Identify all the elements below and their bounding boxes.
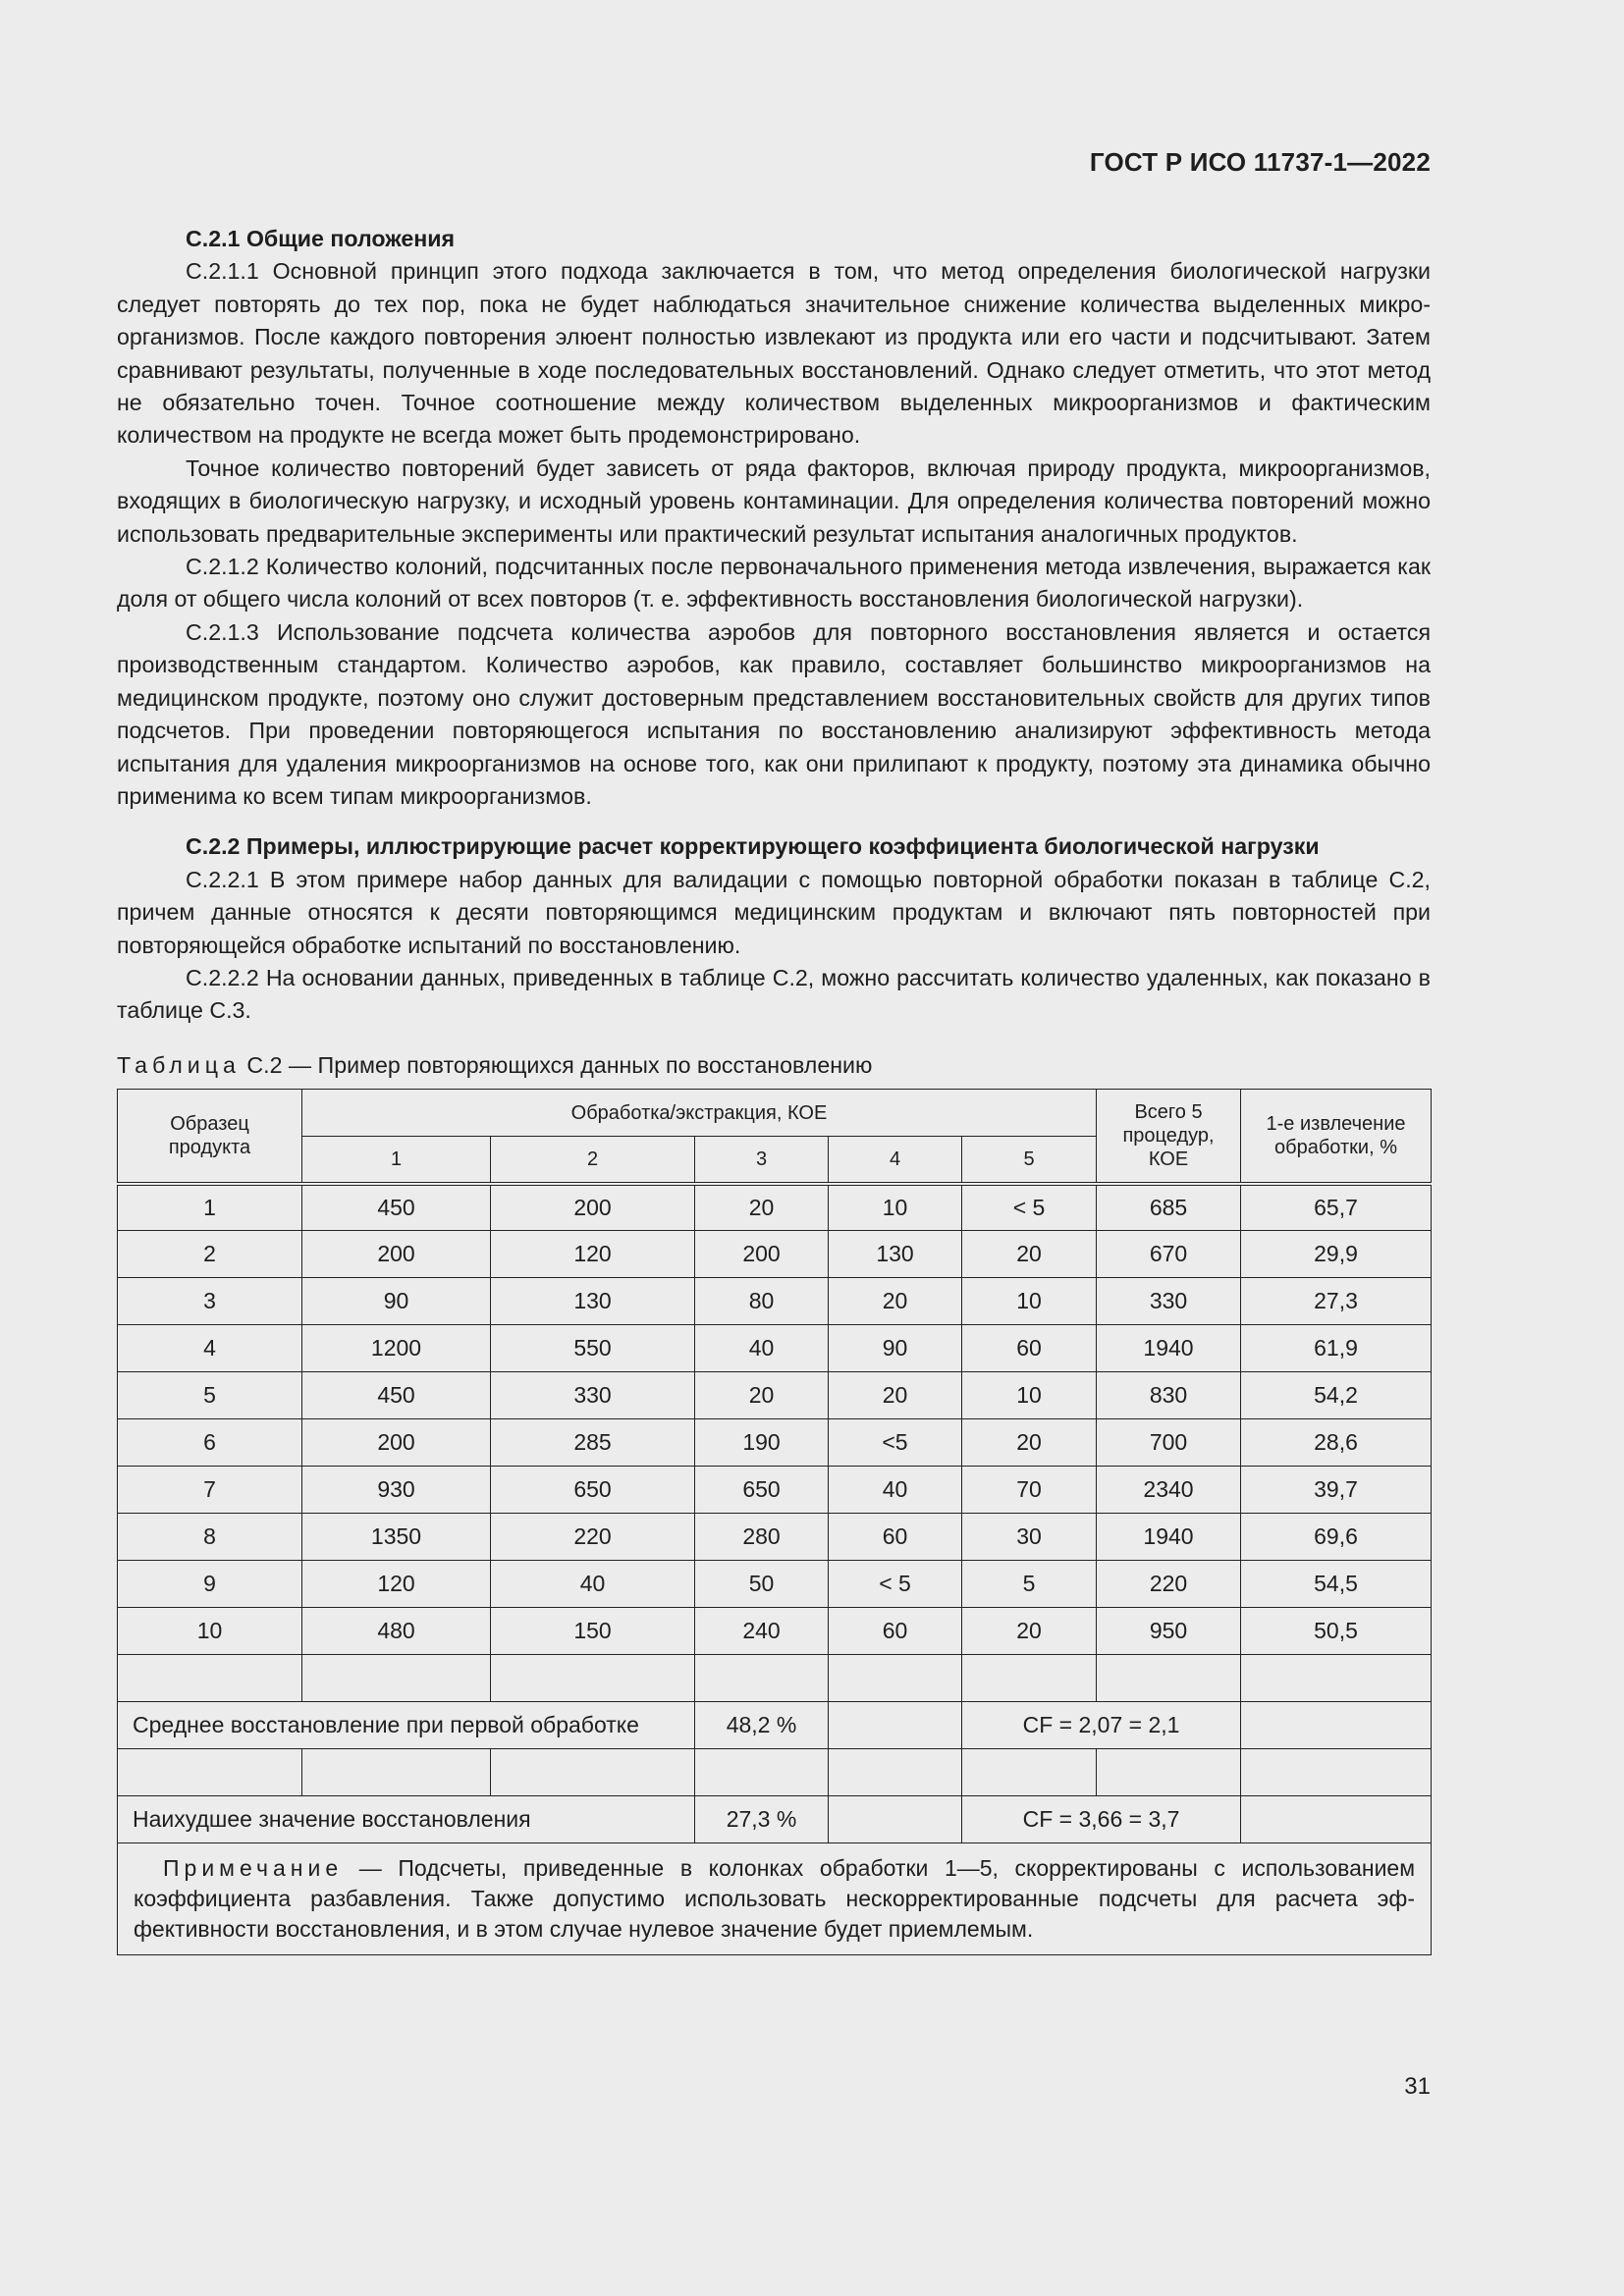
empty-cell <box>1097 1655 1241 1702</box>
table-cell: 1 <box>118 1184 302 1231</box>
table-cell: 40 <box>829 1467 962 1514</box>
empty-cell <box>1241 1655 1432 1702</box>
table-cell: 20 <box>962 1419 1097 1467</box>
empty-cell <box>695 1655 829 1702</box>
table-cell: 830 <box>1097 1372 1241 1419</box>
summary-value: 27,3 % <box>695 1796 829 1843</box>
header-processing: Обработка/экстракция, КОЕ <box>302 1090 1097 1137</box>
empty-cell <box>829 1655 962 1702</box>
empty-cell <box>302 1655 491 1702</box>
table-cell: 1200 <box>302 1325 491 1372</box>
table-cell: 9 <box>118 1561 302 1608</box>
table-row <box>118 1184 1432 1231</box>
header-proc-4: 4 <box>829 1137 962 1184</box>
table-cell: < 5 <box>962 1184 1097 1231</box>
empty-cell <box>829 1702 962 1749</box>
table-cell: 150 <box>491 1608 695 1655</box>
table-row <box>118 1231 1432 1278</box>
empty-cell <box>1241 1796 1432 1843</box>
table-row <box>118 1608 1432 1655</box>
table-cell: 1350 <box>302 1514 491 1561</box>
summary-value: 48,2 % <box>695 1702 829 1749</box>
table-cell: 7 <box>118 1467 302 1514</box>
empty-cell <box>962 1655 1097 1702</box>
paragraph: С.2.1.1 Основной принцип этого подхода заключается в том, что метод определения биологической нагрузки следует повторять до тех пор, пока не будет наблюдаться значительное снижение количества выделенных микроорганизмов. После каждого повторения элюент полностью извлекают из продукта или его части и подсчитывают. Затем сравнивают результаты, полученные в ходе последовательных восстановлений. Однако следует отметить, что этот метод не обязательно точен. Точное соотношение между количеством выделенных микроорганизмов и фактическим количеством на продукте не всегда может быть продемонстрировано. <box>117 258 1431 449</box>
empty-row <box>118 1749 1432 1796</box>
table-cell: 90 <box>829 1325 962 1372</box>
table-cell: 80 <box>695 1278 829 1325</box>
table-cell: 30 <box>962 1514 1097 1561</box>
table-cell: 330 <box>491 1372 695 1419</box>
table-row <box>118 1467 1432 1514</box>
table-cell: 8 <box>118 1514 302 1561</box>
table-note <box>118 1843 1432 1955</box>
table-cell: 4 <box>118 1325 302 1372</box>
table-cell: 20 <box>695 1372 829 1419</box>
table-cell: 200 <box>302 1419 491 1467</box>
empty-cell <box>829 1796 962 1843</box>
empty-cell <box>962 1749 1097 1796</box>
table-cell: 285 <box>491 1419 695 1467</box>
table-cell: 650 <box>491 1467 695 1514</box>
note-word: Примечание <box>163 1855 344 1882</box>
correction-factor: CF = 3,66 = 3,7 <box>962 1796 1241 1843</box>
correction-factor: CF = 2,07 = 2,1 <box>962 1702 1241 1749</box>
table-cell: 40 <box>695 1325 829 1372</box>
table-caption <box>117 1049 1431 1082</box>
table-cell: 685 <box>1097 1184 1241 1231</box>
table-cell: 20 <box>962 1231 1097 1278</box>
empty-cell <box>118 1749 302 1796</box>
table-cell: 60 <box>829 1514 962 1561</box>
table-cell: 40 <box>491 1561 695 1608</box>
table-cell: 20 <box>829 1278 962 1325</box>
table-row <box>118 1514 1432 1561</box>
table-cell: 69,6 <box>1241 1514 1432 1561</box>
empty-cell <box>491 1749 695 1796</box>
table-cell: 29,9 <box>1241 1231 1432 1278</box>
table-cell: 6 <box>118 1419 302 1467</box>
header-sample: Образец продукта <box>118 1090 302 1184</box>
table-cell: 39,7 <box>1241 1467 1432 1514</box>
section-heading: С.2.2 Примеры, иллюстрирующие расчет корректирующего коэффициента биологической нагрузки <box>186 833 1320 860</box>
table-cell: 28,6 <box>1241 1419 1432 1467</box>
table-cell: 61,9 <box>1241 1325 1432 1372</box>
note-text: — Подсчеты, приведенные в колонках обработки 1—5, скорректированы с использованием коэффициента разбавления. Также допустимо использовать нескорректированные подсчеты для расчета эффективности восстановления, и в этом случае нулевое значение будет приемлемым. <box>134 1855 1416 1943</box>
table-row <box>118 1372 1432 1419</box>
recovery-table <box>117 1089 1432 1955</box>
table-cell: 700 <box>1097 1419 1241 1467</box>
empty-cell <box>1097 1749 1241 1796</box>
header-proc-3: 3 <box>695 1137 829 1184</box>
note-row <box>118 1843 1432 1955</box>
paragraph: С.2.2.2 На основании данных, приведенных в таблице С.2, можно рассчитать количество удаленных, как показано в таблице С.3. <box>117 964 1431 1024</box>
worst-recovery-row <box>118 1796 1432 1843</box>
table-cell: 50 <box>695 1561 829 1608</box>
table-cell: 10 <box>118 1608 302 1655</box>
header-proc-2: 2 <box>491 1137 695 1184</box>
paragraph: С.2.2.1 В этом примере набор данных для валидации с помощью повторной обработки показан в таблице С.2, причем данные относятся к десяти повторяющимся медицинским продуктам и включают пять повторностей при повторяющейся обработке испытаний по восстановлению. <box>117 866 1431 958</box>
table-cell: 450 <box>302 1372 491 1419</box>
empty-cell <box>829 1749 962 1796</box>
table-cell: 10 <box>829 1184 962 1231</box>
paragraph: Точное количество повторений будет зависеть от ряда факторов, включая природу продукта, микроорганизмов, входящих в биологическую нагрузку, и исходный уровень контаминации. Для определения количества повторений можно использовать предварительные эксперименты или практический результат испытания аналогичных продуктов. <box>117 454 1431 547</box>
table-row <box>118 1278 1432 1325</box>
table-row <box>118 1419 1432 1467</box>
empty-cell <box>695 1749 829 1796</box>
table-cell: 950 <box>1097 1608 1241 1655</box>
table-cell: 130 <box>829 1231 962 1278</box>
table-cell: 1940 <box>1097 1325 1241 1372</box>
table-cell: 220 <box>491 1514 695 1561</box>
caption-word: Таблица <box>117 1051 241 1078</box>
header-first-extraction: 1-е извлечение обработки, % <box>1241 1090 1432 1184</box>
table-cell: 60 <box>962 1325 1097 1372</box>
table-row <box>118 1325 1432 1372</box>
empty-cell <box>1241 1702 1432 1749</box>
empty-cell <box>1241 1749 1432 1796</box>
table-cell: 1940 <box>1097 1514 1241 1561</box>
header-proc-5: 5 <box>962 1137 1097 1184</box>
table-cell: 10 <box>962 1372 1097 1419</box>
empty-cell <box>118 1655 302 1702</box>
table-cell: 200 <box>302 1231 491 1278</box>
table-cell: 65,7 <box>1241 1184 1432 1231</box>
page-content <box>117 223 1431 1955</box>
table-cell: 130 <box>491 1278 695 1325</box>
table-cell: 20 <box>962 1608 1097 1655</box>
document-id: ГОСТ Р ИСО 11737-1—2022 <box>1089 147 1431 177</box>
paragraph: С.2.1.3 Использование подсчета количества аэробов для повторного восстановления является и остается производственным стандартом. Количество аэробов, как правило, составляет большинство микроорганизмов на медицинском продукте, поэтому оно служит достоверным представлением восстановительных свойств для других типов подсчетов. При проведении повторяющегося испытания по восстановлению анализируют эффективность метода испытания для удаления микроорганизмов на основе того, как они прилипают к продукту, поэтому эта динамика обычно применима ко всем типам микроорганизмов. <box>117 618 1431 809</box>
table-cell: 5 <box>118 1372 302 1419</box>
table-cell: 60 <box>829 1608 962 1655</box>
table-cell: 70 <box>962 1467 1097 1514</box>
empty-row <box>118 1655 1432 1702</box>
table-cell: 450 <box>302 1184 491 1231</box>
table-cell: 20 <box>829 1372 962 1419</box>
table-cell: 20 <box>695 1184 829 1231</box>
table-cell: 200 <box>491 1184 695 1231</box>
table-row <box>118 1561 1432 1608</box>
table-cell: 90 <box>302 1278 491 1325</box>
table-cell: 27,3 <box>1241 1278 1432 1325</box>
paragraph: С.2.1.2 Количество колоний, подсчитанных после первоначального применения метода извлечения, выражается как доля от общего числа колоний от всех повторов (т. е. эффективность восстановления биологической нагрузки). <box>117 554 1431 613</box>
table-cell: 120 <box>302 1561 491 1608</box>
table-cell: 930 <box>302 1467 491 1514</box>
caption-text: С.2 — Пример повторяющихся данных по восстановлению <box>246 1051 873 1078</box>
table-cell: 10 <box>962 1278 1097 1325</box>
summary-label: Среднее восстановление при первой обработке <box>118 1702 695 1749</box>
table-cell: 280 <box>695 1514 829 1561</box>
table-cell: 480 <box>302 1608 491 1655</box>
table-cell: 330 <box>1097 1278 1241 1325</box>
empty-cell <box>302 1749 491 1796</box>
table-cell: 650 <box>695 1467 829 1514</box>
table-cell: 54,2 <box>1241 1372 1432 1419</box>
page-number: 31 <box>1404 2073 1431 2100</box>
summary-label: Наихудшее значение восстановления <box>118 1796 695 1843</box>
table-cell: 54,5 <box>1241 1561 1432 1608</box>
mean-recovery-row <box>118 1702 1432 1749</box>
table-cell: 190 <box>695 1419 829 1467</box>
table-cell: 120 <box>491 1231 695 1278</box>
table-cell: 2 <box>118 1231 302 1278</box>
empty-cell <box>491 1655 695 1702</box>
table-cell: 550 <box>491 1325 695 1372</box>
header-total: Всего 5 процедур, КОЕ <box>1097 1090 1241 1184</box>
table-cell: <5 <box>829 1419 962 1467</box>
table-cell: 670 <box>1097 1231 1241 1278</box>
table-cell: 240 <box>695 1608 829 1655</box>
section-heading: С.2.1 Общие положения <box>186 226 456 251</box>
table-cell: 50,5 <box>1241 1608 1432 1655</box>
table-cell: 3 <box>118 1278 302 1325</box>
table-cell: 5 <box>962 1561 1097 1608</box>
header-proc-1: 1 <box>302 1137 491 1184</box>
table-cell: 220 <box>1097 1561 1241 1608</box>
table-cell: 200 <box>695 1231 829 1278</box>
table-cell: 2340 <box>1097 1467 1241 1514</box>
table-cell: < 5 <box>829 1561 962 1608</box>
